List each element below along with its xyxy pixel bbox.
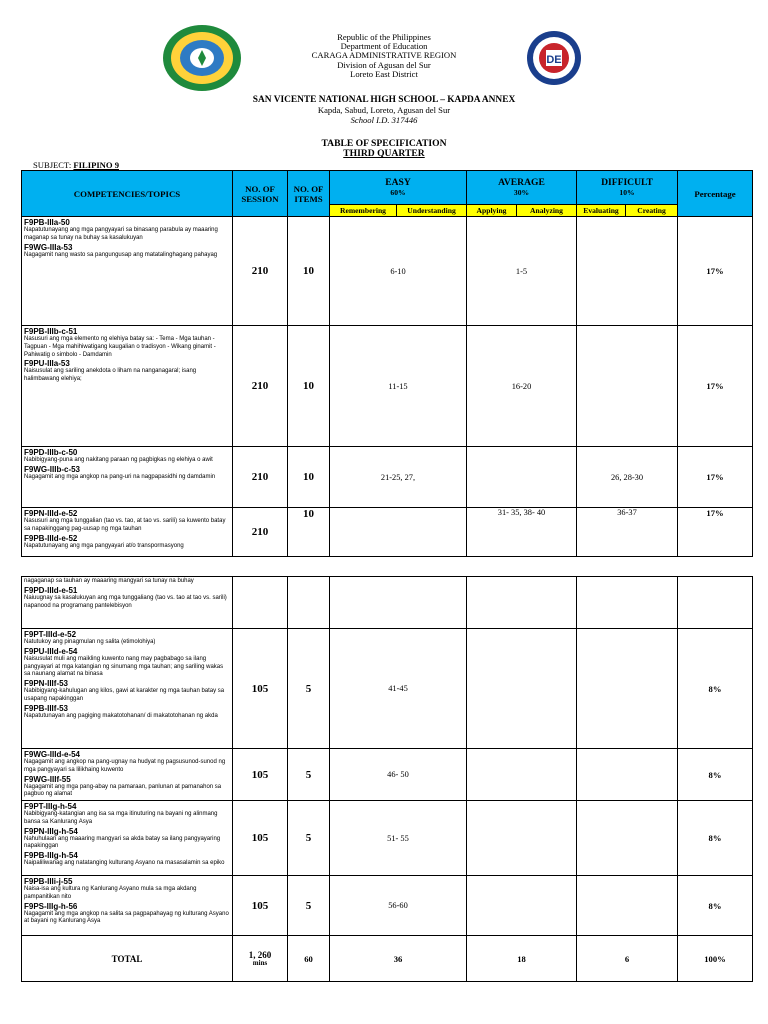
header-line: Republic of the Philippines bbox=[337, 32, 431, 42]
average-cell bbox=[467, 447, 577, 508]
competency-code: F9PD-IIIb-c-50 bbox=[24, 448, 78, 457]
header-sessions: NO. OF SESSION bbox=[233, 171, 288, 217]
easy-cell: 56-60 bbox=[330, 876, 467, 936]
easy-cell: 21-25, 27, bbox=[330, 447, 467, 508]
competency-row bbox=[22, 326, 753, 447]
competency-cell bbox=[22, 577, 233, 629]
school-address: Kapda, Sabud, Loreto, Agusan del Sur bbox=[317, 105, 451, 115]
sessions-cell: 210 bbox=[233, 447, 288, 508]
competency-cell bbox=[22, 326, 233, 447]
competency-code: F9WG-IIIf-55 bbox=[24, 774, 71, 784]
table-body-page-1 bbox=[22, 217, 753, 557]
items-cell bbox=[288, 577, 330, 629]
easy-cell: 46- 50 bbox=[330, 749, 467, 801]
total-label: TOTAL bbox=[22, 936, 233, 982]
items-cell: 5 bbox=[288, 749, 330, 801]
competency-description: Nasusuri ang mga tunggalian (tao vs. tao, at tao vs. sarili) sa kuwento batay sa napakinggang pag-uusap ng mga tauhan bbox=[24, 518, 226, 532]
competency-code: F9PT-IIIg-h-54 bbox=[24, 802, 77, 811]
difficult-percent: 10% bbox=[619, 188, 635, 197]
average-percent: 30% bbox=[513, 188, 530, 197]
items-cell: 10 bbox=[288, 508, 330, 557]
header-line: Division of Agusan del Sur bbox=[337, 59, 431, 70]
difficult-cell: 36-37 bbox=[577, 508, 678, 557]
total-average: 18 bbox=[467, 936, 577, 982]
percentage-cell: 17% bbox=[678, 508, 753, 557]
competency-row bbox=[22, 876, 753, 936]
percentage-cell: 17% bbox=[678, 217, 753, 326]
competency-row bbox=[22, 749, 753, 801]
sub-evaluating: Evaluating bbox=[577, 205, 626, 217]
competency-row bbox=[22, 801, 753, 876]
competency-description: Naisa-isa ang kultura ng Kanlurang Asyano mula sa mga akdang pampanitikan nito bbox=[24, 886, 197, 900]
competency-code: F9WG-IIIa-53 bbox=[24, 242, 73, 252]
competency-description: Nagagamit ang mga angkop na pang-uri na nagpapasidhi ng damdamin bbox=[24, 473, 216, 480]
sub-creating: Creating bbox=[626, 205, 678, 217]
competency-cell bbox=[22, 876, 233, 936]
table-body-page-2 bbox=[22, 577, 753, 936]
total-difficult: 6 bbox=[577, 936, 678, 982]
items-cell: 5 bbox=[288, 629, 330, 749]
competency-code: F9PS-IIIg-h-56 bbox=[24, 901, 78, 911]
competency-row bbox=[22, 447, 753, 508]
difficult-cell bbox=[577, 629, 678, 749]
sessions-cell: 210 bbox=[233, 508, 288, 557]
average-cell bbox=[467, 629, 577, 749]
sessions-cell bbox=[233, 577, 288, 629]
competency-code: F9PD-IIId-e-51 bbox=[24, 585, 78, 595]
competency-description: Nahuhulaan ang maaaring mangyari sa akda batay sa ilang pangyayaring napakinggan bbox=[24, 835, 221, 850]
competency-code: F9PT-IIId-e-52 bbox=[24, 630, 77, 639]
easy-label: EASY bbox=[385, 177, 411, 188]
total-easy: 36 bbox=[330, 936, 467, 982]
competency-cell bbox=[22, 447, 233, 508]
agency-header bbox=[0, 33, 768, 79]
header-items: NO. OF ITEMS bbox=[288, 171, 330, 217]
subject-value: FILIPINO 9 bbox=[73, 160, 120, 170]
tos-table-page-1 bbox=[21, 170, 753, 557]
total-percentage: 100% bbox=[678, 936, 753, 982]
competency-row bbox=[22, 577, 753, 629]
header-difficult bbox=[577, 171, 678, 205]
easy-cell: 6-10 bbox=[330, 217, 467, 326]
competency-row bbox=[22, 508, 753, 557]
average-cell bbox=[467, 577, 577, 629]
competency-description: Nabibigyang-kahulugan ang kilos, gawi at karakter ng mga tauhan batay sa usapang napakinggan bbox=[24, 688, 225, 702]
sessions-cell: 105 bbox=[233, 876, 288, 936]
total-sessions bbox=[233, 936, 288, 982]
competency-code: F9PN-IIId-e-52 bbox=[24, 509, 78, 518]
easy-percent: 60% bbox=[390, 188, 406, 197]
school-address-block bbox=[0, 106, 768, 125]
total-row bbox=[22, 936, 753, 982]
easy-cell: 41-45 bbox=[330, 629, 467, 749]
competency-cell bbox=[22, 629, 233, 749]
items-cell: 5 bbox=[288, 876, 330, 936]
total-items: 60 bbox=[288, 936, 330, 982]
competency-code: F9WG-IIId-e-54 bbox=[24, 750, 81, 759]
competency-description: Natutukoy ang pinagmulan ng salita (etimolohiya) bbox=[24, 639, 156, 645]
total-sessions-value: 1, 260 bbox=[248, 949, 272, 960]
header-line: Department of Education bbox=[340, 41, 428, 52]
competency-cell bbox=[22, 801, 233, 876]
competency-description: Nabibigyang-puna ang nakitang paraan ng pagbigkas ng elehiya o awit bbox=[24, 457, 213, 463]
sessions-cell: 210 bbox=[233, 326, 288, 447]
average-cell: 1-5 bbox=[467, 217, 577, 326]
school-id: School I.D. 317446 bbox=[350, 114, 418, 125]
competency-row bbox=[22, 629, 753, 749]
sub-remembering: Remembering bbox=[330, 205, 397, 217]
sessions-cell: 210 bbox=[233, 217, 288, 326]
sub-understanding: Understanding bbox=[397, 205, 467, 217]
header-percentage: Percentage bbox=[678, 171, 753, 217]
percentage-cell bbox=[678, 577, 753, 629]
competency-code: F9PU-IIIa-53 bbox=[24, 359, 70, 369]
difficult-cell bbox=[577, 326, 678, 447]
competency-cell bbox=[22, 508, 233, 557]
competency-description: Napatutunayan ang pagiging makatotohanan/ di makatotohanan ng akda bbox=[24, 712, 218, 719]
competency-description: Nagagamit ang mga angkop na salita sa pagpapahayag ng kulturang Asyano at bayani ng Kanlurang Asya bbox=[24, 910, 229, 925]
competency-description: Napatutunayang ang mga pangyayari sa binasang parabula ay maaaring maganap sa tunay na buhay sa kasalukuyan bbox=[24, 227, 218, 241]
header-line: CARAGA ADMINISTRATIVE REGION bbox=[311, 50, 457, 61]
items-cell: 5 bbox=[288, 801, 330, 876]
easy-cell: 11-15 bbox=[330, 326, 467, 447]
competency-description: nagaganap sa tauhan ay maaaring mangyari sa tunay na buhay bbox=[24, 578, 194, 584]
easy-cell bbox=[330, 508, 467, 557]
competency-code: F9PB-IIIf-53 bbox=[24, 703, 69, 713]
competency-description: Nasusuri ang mga elemento ng elehiya batay sa: - Tema - Mga tauhan - Tagpuan - Mga mahihiwatigang kaugalian o tradisyon - Wikang ginamit - Pahiwatig o simbolo - Damdamin bbox=[24, 336, 216, 358]
competency-description: Napatutunayang ang mga pangyayari at/o transpormasyong bbox=[24, 542, 184, 549]
competency-code: F9PN-IIIg-h-54 bbox=[24, 826, 78, 836]
competency-cell bbox=[22, 749, 233, 801]
percentage-cell: 8% bbox=[678, 876, 753, 936]
difficult-cell bbox=[577, 749, 678, 801]
competency-code: F9PB-IIIb-c-51 bbox=[24, 327, 78, 336]
tos-table-page-2 bbox=[21, 576, 753, 982]
items-cell: 10 bbox=[288, 326, 330, 447]
subject-label: SUBJECT: bbox=[33, 160, 74, 170]
easy-cell: 51- 55 bbox=[330, 801, 467, 876]
competency-code: F9PN-IIIf-53 bbox=[24, 679, 69, 689]
competency-description: Naiuugnay sa kasalukuyan ang mga tunggaliang (tao vs. tao at tao vs. sarili) napanood na programang pantelebisyon bbox=[24, 594, 227, 609]
svg-text:DE: DE bbox=[546, 54, 562, 66]
competency-code: F9PB-IIIa-50 bbox=[24, 218, 70, 227]
difficult-cell: 26, 28-30 bbox=[577, 447, 678, 508]
header-competencies: COMPETENCIES/TOPICS bbox=[22, 171, 233, 217]
difficult-label: DIFFICULT bbox=[601, 177, 653, 188]
competency-row bbox=[22, 217, 753, 326]
competency-cell bbox=[22, 217, 233, 326]
sessions-cell: 105 bbox=[233, 801, 288, 876]
quarter-label: THIRD QUARTER bbox=[343, 148, 425, 160]
competency-code: F9PU-IIId-e-54 bbox=[24, 646, 78, 656]
easy-cell bbox=[330, 577, 467, 629]
header-line: Loreto East District bbox=[350, 68, 418, 79]
difficult-cell bbox=[577, 217, 678, 326]
difficult-cell bbox=[577, 801, 678, 876]
competency-description: Nagagamit ang angkop na pang-ugnay na hudyat ng pagsusunod-sunod ng mga pangyayari sa lilikhaing kuwento bbox=[24, 759, 226, 773]
percentage-cell: 17% bbox=[678, 447, 753, 508]
competency-description: Naipaliliwanag ang natatanging kulturang Asyano na masasalamin sa epiko bbox=[24, 860, 225, 867]
competency-description: Nagagamit nang wasto sa pangungusap ang matatalinghagang pahayag bbox=[24, 251, 218, 258]
document-title-block bbox=[0, 139, 768, 160]
percentage-cell: 8% bbox=[678, 801, 753, 876]
average-cell: 16-20 bbox=[467, 326, 577, 447]
average-cell bbox=[467, 876, 577, 936]
average-cell bbox=[467, 801, 577, 876]
competency-description: Naisusulat muli ang maikling kuwento nang may pagbabago sa ilang pangyayari at mga katangian ng sinumang mga tauhan; ang sariling wakas sa naunang alamat na binasa bbox=[24, 655, 224, 678]
competency-code: F9PB-IIIi-j-55 bbox=[24, 877, 73, 886]
total-sessions-unit: mins bbox=[252, 958, 268, 967]
percentage-cell: 8% bbox=[678, 629, 753, 749]
items-cell: 10 bbox=[288, 447, 330, 508]
competency-description: Nagagamit ang mga pang-abay na pamaraan, panlunan at pamanahon sa pagbuo ng alamat bbox=[24, 783, 222, 798]
percentage-cell: 17% bbox=[678, 326, 753, 447]
difficult-cell bbox=[577, 577, 678, 629]
percentage-cell: 8% bbox=[678, 749, 753, 801]
competency-description: Nabibigyang-katangian ang isa sa mga itinuturing na bayani ng alinmang bansa sa Kanlurang Asya bbox=[24, 811, 218, 825]
competency-description: Naisusulat ang sariling anekdota o liham na nanganagaral; isang halimbawang elehiya; bbox=[24, 368, 197, 383]
competency-code: F9PB-IIId-e-52 bbox=[24, 533, 78, 543]
subject-line bbox=[33, 160, 119, 170]
average-cell bbox=[467, 749, 577, 801]
competency-code: F9PB-IIIg-h-54 bbox=[24, 851, 78, 861]
sub-applying: Applying bbox=[467, 205, 517, 217]
document-title: TABLE OF SPECIFICATION bbox=[321, 138, 447, 149]
competency-code: F9WG-IIIb-c-53 bbox=[24, 464, 81, 474]
sub-analyzing: Analyzing bbox=[517, 205, 577, 217]
difficult-cell bbox=[577, 876, 678, 936]
sessions-cell: 105 bbox=[233, 629, 288, 749]
sessions-cell: 105 bbox=[233, 749, 288, 801]
average-cell: 31- 35, 38- 40 bbox=[467, 508, 577, 557]
header-average bbox=[467, 171, 577, 205]
items-cell: 10 bbox=[288, 217, 330, 326]
school-name: SAN VICENTE NATIONAL HIGH SCHOOL – KAPDA ANNEX bbox=[252, 95, 516, 105]
average-label: AVERAGE bbox=[498, 177, 545, 188]
header-easy bbox=[330, 171, 467, 205]
